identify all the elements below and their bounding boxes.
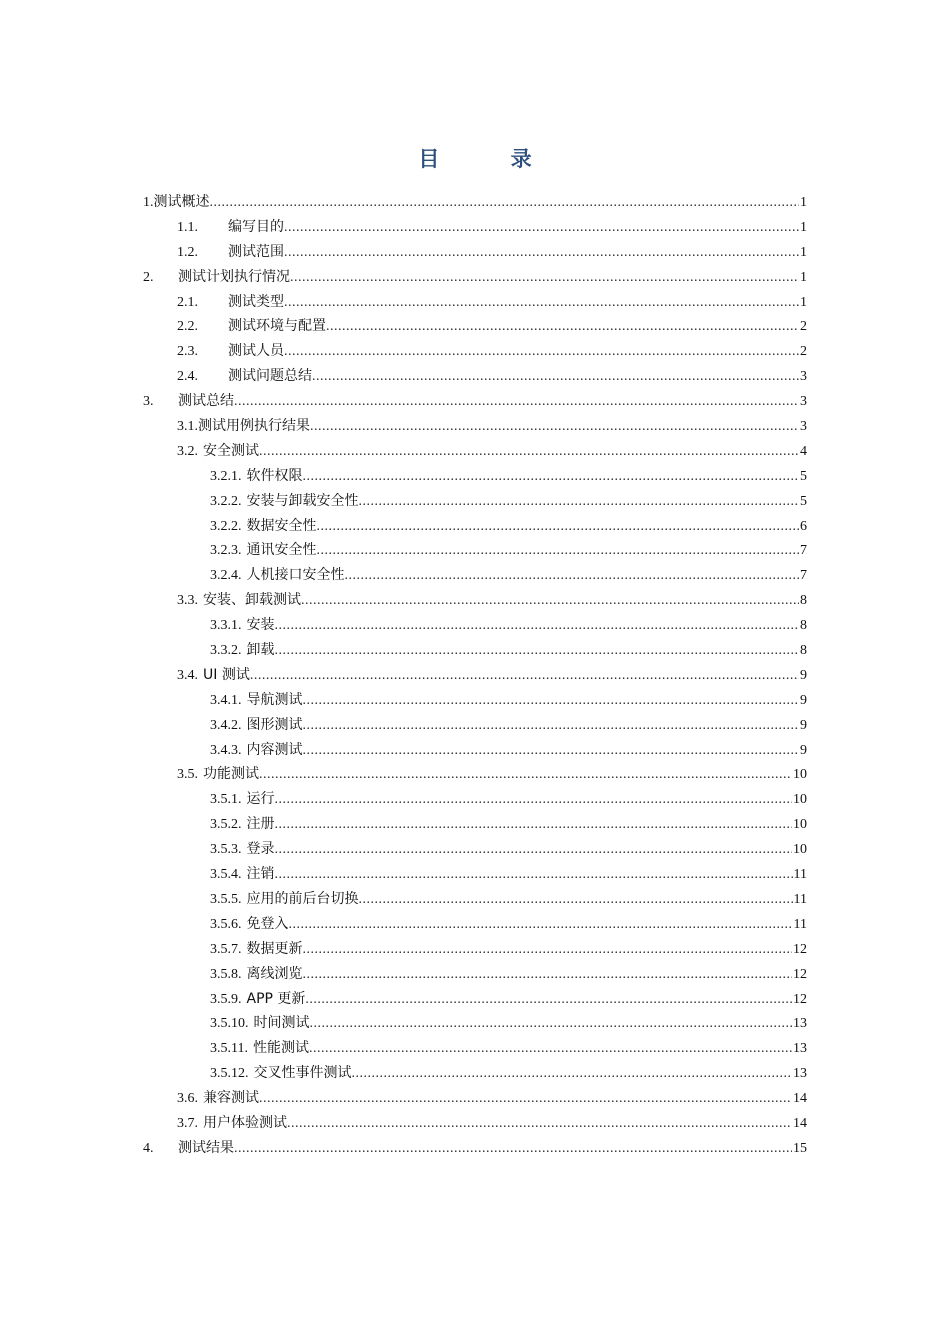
toc-entry-number: 3.3. xyxy=(177,593,198,609)
toc-entry-title: 导航测试 xyxy=(246,691,303,708)
toc-entry-line[interactable] xyxy=(177,240,807,266)
table-of-contents xyxy=(0,190,950,1161)
toc-entry-line[interactable] xyxy=(210,688,807,714)
toc-entry[interactable] xyxy=(0,738,950,763)
toc-dot-leader xyxy=(259,440,799,465)
toc-dot-leader xyxy=(275,788,793,813)
toc-entry[interactable] xyxy=(0,713,950,738)
toc-entry-number: 3.5.12. xyxy=(210,1066,249,1082)
toc-page-number: 1 xyxy=(800,269,807,285)
toc-entry-line[interactable] xyxy=(210,962,807,988)
toc-entry-line[interactable] xyxy=(210,812,807,838)
toc-page-number: 11 xyxy=(793,891,807,907)
toc-page-number: 10 xyxy=(793,792,807,808)
toc-entry-title: UI 测试 xyxy=(203,666,250,683)
toc-entry-line[interactable] xyxy=(177,663,807,689)
toc-page-number: 14 xyxy=(793,1091,807,1107)
toc-entry[interactable] xyxy=(0,987,950,1012)
toc-dot-leader xyxy=(290,266,799,291)
toc-dot-leader xyxy=(345,564,800,589)
toc-dot-leader xyxy=(289,913,793,938)
toc-entry[interactable] xyxy=(0,538,950,563)
toc-entry[interactable] xyxy=(0,314,950,339)
toc-entry-title: 注销 xyxy=(246,866,275,883)
toc-page-number: 10 xyxy=(793,842,807,858)
toc-entry-title: 离线浏览 xyxy=(246,965,303,982)
toc-entry-number: 3.2. xyxy=(177,443,198,459)
toc-entry-line[interactable] xyxy=(177,215,807,241)
toc-entry-line[interactable] xyxy=(210,464,807,490)
toc-entry-line[interactable] xyxy=(210,1061,807,1087)
toc-dot-leader xyxy=(303,938,793,963)
toc-entry-number: 3.5.5. xyxy=(210,891,242,907)
toc-entry-line[interactable] xyxy=(143,265,807,291)
toc-entry[interactable] xyxy=(0,240,950,265)
toc-page-number: 12 xyxy=(793,966,807,982)
toc-entry[interactable] xyxy=(0,464,950,489)
toc-entry-title: 人机接口安全性 xyxy=(246,567,345,584)
toc-entry-title: 图形测试 xyxy=(246,716,303,733)
toc-entry[interactable] xyxy=(0,588,950,613)
toc-page-number: 12 xyxy=(793,991,807,1007)
toc-dot-leader xyxy=(275,838,793,863)
toc-entry-line[interactable] xyxy=(210,638,807,664)
toc-entry-title: 测试概述 xyxy=(153,194,210,210)
toc-entry-line[interactable] xyxy=(177,314,807,340)
toc-entry-number: 3. xyxy=(143,394,154,410)
toc-entry-line[interactable] xyxy=(210,489,807,515)
toc-dot-leader xyxy=(317,539,800,564)
toc-entry[interactable] xyxy=(0,414,950,439)
toc-entry-title: 软件权限 xyxy=(246,467,303,484)
toc-dot-leader xyxy=(284,216,799,241)
toc-page-number: 9 xyxy=(800,667,807,683)
toc-page-number: 6 xyxy=(800,518,807,534)
toc-entry-title: 运行 xyxy=(246,791,275,808)
toc-page-number: 1 xyxy=(800,219,807,235)
toc-entry-line[interactable] xyxy=(177,762,807,788)
toc-entry-title: 编写目的 xyxy=(228,218,284,235)
toc-dot-leader xyxy=(275,813,793,838)
toc-entry[interactable] xyxy=(0,837,950,862)
page-title: 目 录 xyxy=(418,147,564,171)
toc-dot-leader xyxy=(234,390,799,415)
toc-entry[interactable] xyxy=(0,215,950,240)
toc-entry-line[interactable] xyxy=(210,887,807,913)
toc-entry[interactable] xyxy=(0,862,950,887)
toc-dot-leader xyxy=(303,739,800,764)
toc-entry-line[interactable] xyxy=(210,1011,807,1037)
toc-dot-leader xyxy=(275,863,793,888)
toc-entry-number: 3.3.1. xyxy=(210,618,242,634)
toc-entry-number: 1.2. xyxy=(177,244,198,260)
toc-page-number: 3 xyxy=(800,419,807,435)
toc-dot-leader xyxy=(250,664,799,689)
toc-entry-title: 测试范围 xyxy=(228,243,284,260)
toc-page-number: 5 xyxy=(800,493,807,509)
toc-entry[interactable] xyxy=(0,1086,950,1111)
toc-entry-line[interactable] xyxy=(210,738,807,764)
toc-entry-title: 测试结果 xyxy=(178,1139,234,1156)
toc-entry[interactable] xyxy=(0,364,950,389)
toc-dot-leader xyxy=(305,988,792,1013)
toc-dot-leader xyxy=(301,589,799,614)
toc-entry[interactable] xyxy=(0,613,950,638)
toc-page-number: 8 xyxy=(800,643,807,659)
toc-entry[interactable] xyxy=(0,1011,950,1036)
toc-entry-line[interactable] xyxy=(177,439,807,465)
toc-entry[interactable] xyxy=(0,514,950,539)
toc-entry-number: 3.5.6. xyxy=(210,916,242,932)
toc-entry-line[interactable] xyxy=(210,912,807,938)
toc-entry[interactable] xyxy=(0,937,950,962)
toc-page-number: 5 xyxy=(800,468,807,484)
toc-page-number: 8 xyxy=(800,618,807,634)
toc-entry-line[interactable] xyxy=(210,837,807,863)
toc-dot-leader xyxy=(275,614,800,639)
toc-entry-line[interactable] xyxy=(177,588,807,614)
toc-entry-title: 安装 xyxy=(246,617,275,634)
toc-entry-number: 3.2.1. xyxy=(210,468,242,484)
toc-dot-leader xyxy=(352,1062,793,1087)
toc-page-number: 1 xyxy=(800,195,807,210)
toc-page-number: 10 xyxy=(793,767,807,783)
toc-entry-line[interactable] xyxy=(210,713,807,739)
toc-entry[interactable] xyxy=(0,439,950,464)
toc-entry[interactable] xyxy=(0,389,950,414)
toc-entry-title: 通讯安全性 xyxy=(246,542,317,559)
toc-entry[interactable] xyxy=(0,489,950,514)
toc-entry[interactable] xyxy=(0,290,950,315)
toc-page-number: 13 xyxy=(793,1066,807,1082)
toc-dot-leader xyxy=(284,291,799,316)
toc-page-number: 4 xyxy=(800,443,807,459)
toc-page-number: 1 xyxy=(800,294,807,310)
toc-entry-title: 用户体验测试 xyxy=(203,1114,287,1131)
toc-entry-number: 3.4.3. xyxy=(210,742,242,758)
toc-entry-line[interactable] xyxy=(210,1036,807,1062)
toc-dot-leader xyxy=(303,714,800,739)
toc-dot-leader xyxy=(284,340,799,365)
toc-dot-leader xyxy=(284,241,799,266)
toc-entry-title: 卸载 xyxy=(246,642,275,659)
toc-entry-title: 功能测试 xyxy=(203,766,259,783)
toc-page-number: 14 xyxy=(793,1115,807,1131)
toc-dot-leader xyxy=(359,490,800,515)
toc-dot-leader xyxy=(303,689,800,714)
toc-entry-number: 3.5.3. xyxy=(210,842,242,858)
toc-entry-title: 性能测试 xyxy=(252,1040,309,1057)
toc-entry-title: 时间测试 xyxy=(253,1015,310,1032)
toc-entry-number: 3.5.8. xyxy=(210,966,242,982)
toc-page-number: 13 xyxy=(793,1041,807,1057)
toc-entry[interactable] xyxy=(0,762,950,787)
toc-entry[interactable] xyxy=(0,912,950,937)
toc-entry-number: 3.5.2. xyxy=(210,817,242,833)
toc-entry-number: 2.4. xyxy=(177,369,198,385)
toc-entry-title: APP 更新 xyxy=(246,990,306,1007)
toc-entry-line[interactable] xyxy=(177,1086,807,1112)
toc-page-number: 9 xyxy=(800,692,807,708)
toc-page-number: 10 xyxy=(793,817,807,833)
toc-entry-line[interactable] xyxy=(143,389,807,415)
toc-page-number: 9 xyxy=(800,742,807,758)
toc-entry-line[interactable] xyxy=(210,538,807,564)
toc-dot-leader xyxy=(303,963,793,988)
toc-entry-number: 3.5.4. xyxy=(210,867,242,883)
toc-entry-number: 3.2.2. xyxy=(210,518,242,534)
toc-entry-title: 登录 xyxy=(246,841,275,858)
toc-dot-leader xyxy=(259,763,792,788)
toc-entry[interactable] xyxy=(0,563,950,588)
toc-dot-leader xyxy=(303,465,800,490)
toc-entry-line[interactable] xyxy=(177,414,807,440)
toc-entry-line[interactable] xyxy=(210,613,807,639)
toc-page-number: 7 xyxy=(800,543,807,559)
toc-entry-number: 3.5. xyxy=(177,767,198,783)
toc-entry-number: 3.3.2. xyxy=(210,643,242,659)
toc-entry-number: 1. xyxy=(143,195,154,210)
toc-entry-title: 测试计划执行情况 xyxy=(178,268,290,285)
toc-entry-title: 免登入 xyxy=(246,915,289,932)
toc-entry-number: 3.2.3. xyxy=(210,543,242,559)
toc-entry-title: 测试总结 xyxy=(178,393,234,410)
toc-entry-title: 测试用例执行结果 xyxy=(198,418,310,435)
toc-entry[interactable] xyxy=(0,1111,950,1136)
toc-entry-title: 测试环境与配置 xyxy=(228,318,326,335)
toc-entry-title: 应用的前后台切换 xyxy=(246,890,359,907)
toc-entry[interactable] xyxy=(0,339,950,364)
toc-dot-leader xyxy=(310,1012,793,1037)
toc-entry-title: 内容测试 xyxy=(246,741,303,758)
toc-entry-title: 测试人员 xyxy=(228,343,284,360)
toc-entry-line[interactable] xyxy=(177,290,807,316)
toc-entry-number: 3.5.7. xyxy=(210,941,242,957)
toc-page-number: 3 xyxy=(800,369,807,385)
toc-page-number: 7 xyxy=(800,568,807,584)
toc-page-number: 12 xyxy=(793,941,807,957)
toc-dot-leader xyxy=(287,1112,792,1137)
toc-entry[interactable] xyxy=(0,962,950,987)
toc-dot-leader xyxy=(234,1137,792,1162)
toc-entry-line[interactable] xyxy=(210,987,807,1013)
toc-entry-line[interactable] xyxy=(143,190,807,216)
toc-dot-leader xyxy=(359,888,793,913)
toc-entry-number: 2.3. xyxy=(177,344,198,360)
toc-entry-number: 1.1. xyxy=(177,219,198,235)
toc-entry[interactable] xyxy=(0,812,950,837)
toc-page-number: 2 xyxy=(800,344,807,360)
toc-page-number: 8 xyxy=(800,593,807,609)
toc-page-number: 9 xyxy=(800,717,807,733)
toc-entry-title: 安装与卸载安全性 xyxy=(246,492,359,509)
toc-entry-title: 测试类型 xyxy=(228,293,284,310)
toc-entry-title: 数据更新 xyxy=(246,940,303,957)
toc-entry[interactable] xyxy=(0,688,950,713)
toc-entry[interactable] xyxy=(0,887,950,912)
toc-entry-title: 安装、卸载测试 xyxy=(203,592,301,609)
toc-dot-leader xyxy=(275,639,800,664)
toc-entry[interactable] xyxy=(0,1061,950,1086)
toc-dot-leader xyxy=(210,191,800,216)
toc-entry-number: 3.5.10. xyxy=(210,1016,249,1032)
toc-page-number: 1 xyxy=(800,244,807,260)
toc-dot-leader xyxy=(309,1037,792,1062)
toc-entry-line[interactable] xyxy=(177,364,807,390)
toc-page-number: 11 xyxy=(793,867,807,883)
toc-entry-number: 2.2. xyxy=(177,319,198,335)
toc-entry-line[interactable] xyxy=(143,1136,807,1162)
toc-entry-line[interactable] xyxy=(177,339,807,365)
toc-entry-number: 3.5.11. xyxy=(210,1041,248,1057)
toc-entry-title: 测试问题总结 xyxy=(228,368,312,385)
toc-entry-title: 数据安全性 xyxy=(246,517,317,534)
toc-entry-title: 交叉性事件测试 xyxy=(253,1065,352,1082)
toc-entry-number: 3.4. xyxy=(177,667,198,683)
toc-entry-title: 兼容测试 xyxy=(203,1090,259,1107)
toc-entry-number: 3.2.2. xyxy=(210,493,242,509)
toc-dot-leader xyxy=(326,315,799,340)
toc-dot-leader xyxy=(259,1087,792,1112)
toc-entry[interactable] xyxy=(0,1136,950,1161)
toc-entry-number: 3.1. xyxy=(177,419,198,435)
toc-entry[interactable] xyxy=(0,663,950,688)
toc-entry[interactable] xyxy=(0,190,950,215)
toc-entry-line[interactable] xyxy=(210,787,807,813)
toc-dot-leader xyxy=(310,415,799,440)
toc-entry[interactable] xyxy=(0,1036,950,1061)
toc-entry[interactable] xyxy=(0,787,950,812)
toc-entry-line[interactable] xyxy=(210,563,807,589)
toc-entry-title: 注册 xyxy=(246,816,275,833)
toc-entry-number: 3.2.4. xyxy=(210,568,242,584)
toc-entry-line[interactable] xyxy=(210,862,807,888)
toc-entry-number: 2.1. xyxy=(177,294,198,310)
toc-page-number: 15 xyxy=(793,1140,807,1156)
toc-entry-title: 安全测试 xyxy=(203,442,259,459)
toc-entry-number: 4. xyxy=(143,1140,154,1156)
toc-page-number: 11 xyxy=(793,916,807,932)
toc-entry[interactable] xyxy=(0,265,950,290)
toc-dot-leader xyxy=(312,365,799,390)
toc-entry-number: 3.4.1. xyxy=(210,692,242,708)
toc-entry[interactable] xyxy=(0,638,950,663)
toc-dot-leader xyxy=(317,515,800,540)
toc-entry-number: 3.5.1. xyxy=(210,792,242,808)
toc-entry-line[interactable] xyxy=(177,1111,807,1137)
toc-entry-number: 3.4.2. xyxy=(210,717,242,733)
toc-page-number: 3 xyxy=(800,394,807,410)
toc-entry-number: 3.6. xyxy=(177,1091,198,1107)
toc-entry-number: 2. xyxy=(143,269,154,285)
toc-entry-line[interactable] xyxy=(210,937,807,963)
toc-entry-number: 3.7. xyxy=(177,1115,198,1131)
toc-entry-number: 3.5.9. xyxy=(210,991,242,1007)
toc-page-number: 13 xyxy=(793,1016,807,1032)
toc-entry-line[interactable] xyxy=(210,514,807,540)
toc-page-number: 2 xyxy=(800,319,807,335)
